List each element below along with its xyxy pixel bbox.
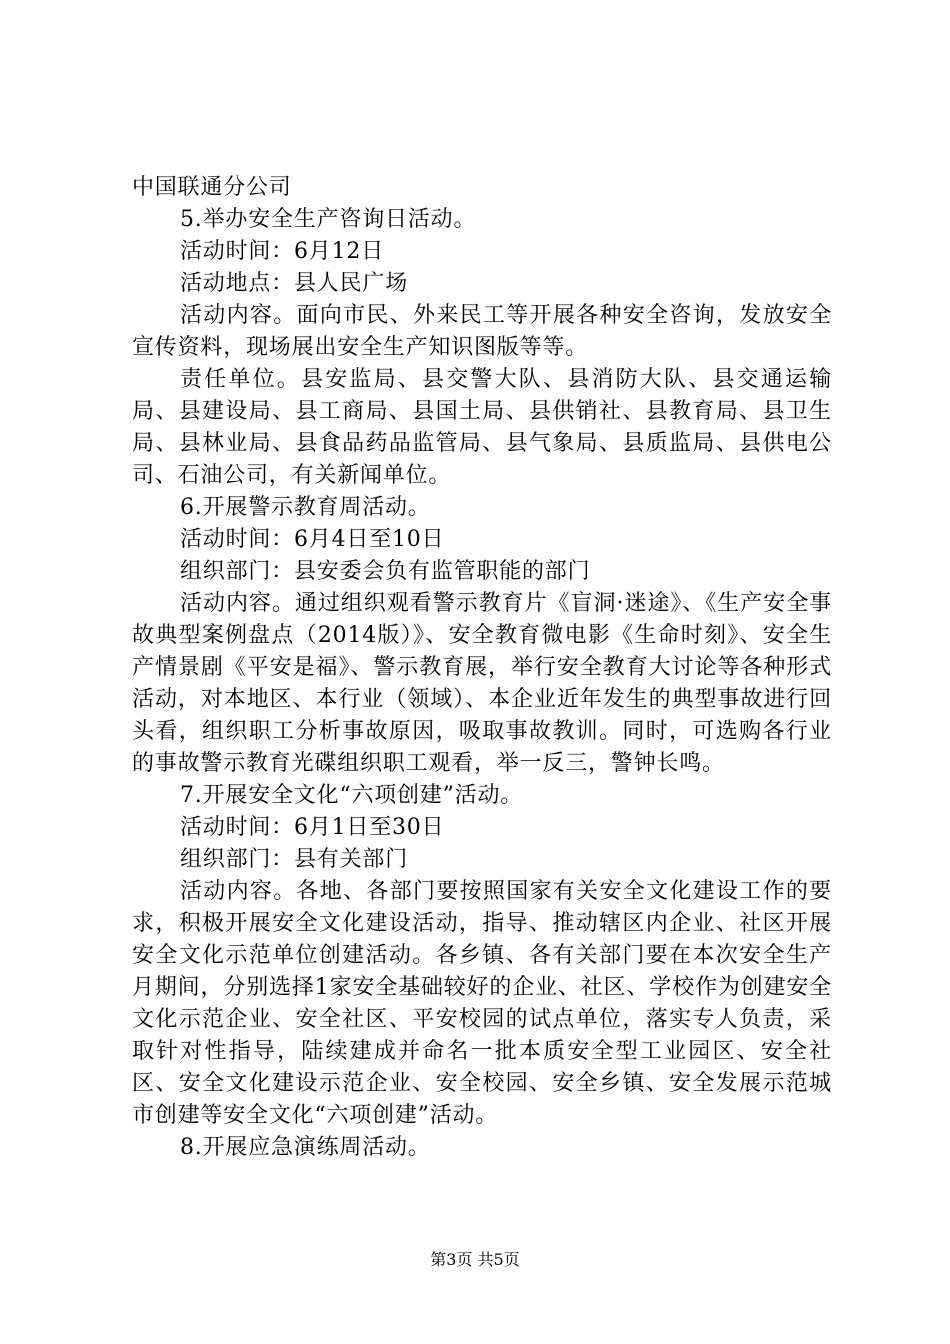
paragraph-item-6-content: 活动内容。通过组织观看警示教育片《盲洞·迷途》、《生产安全事故典型案例盘点（2014版）》、安全教育微电影《生命时刻》、安全生产情景剧《平安是福》、警示教育展，举行安全教育大讨论等各种形式活动，对本地区、本行业（领域）、本企业近年发生的典型事故进行回头看，组织职工分析事故原因，吸取事故教训。同时，可选购各行业的事故警示教育光碟组织职工观看，举一反三，警钟长鸣。 — [132, 591, 832, 776]
paragraph-item-6-time: 活动时间：6月4日至10日 — [180, 527, 445, 552]
paragraph-item-5-content: 活动内容。面向市民、外来民工等开展各种安全咨询，发放安全宣传资料，现场展出安全生产知识图版等等。 — [132, 303, 832, 360]
paragraph-item-7-time: 活动时间：6月1日至30日 — [180, 815, 445, 840]
paragraph-item-5-heading: 5.举办安全生产咨询日活动。 — [180, 207, 477, 232]
paragraph-item-6-organizer: 组织部门：县安委会负有监管职能的部门 — [180, 559, 591, 584]
paragraph-item-7-heading: 7.开展安全文化“六项创建”活动。 — [180, 783, 524, 808]
paragraph-item-5-units: 责任单位。县安监局、县交警大队、县消防大队、县交通运输局、县建设局、县工商局、县国土局、县供销社、县教育局、县卫生局、县林业局、县食品药品监管局、县气象局、县质监局、县供电公司、石油公司，有关新闻单位。 — [132, 367, 832, 488]
paragraph-item-7-content: 活动内容。各地、各部门要按照国家有关安全文化建设工作的要求，积极开展安全文化建设活动，指导、推动辖区内企业、社区开展安全文化示范单位创建活动。各乡镇、各有关部门要在本次安全生产月期间，分别选择1家安全基础较好的企业、社区、学校作为创建安全文化示范企业、安全社区、平安校园的试点单位，落实专人负责，采取针对性指导，陆续建成并命名一批本质安全型工业园区、安全社区、安全文化建设示范企业、安全校园、安全乡镇、安全发展示范城市创建等安全文化“六项创建”活动。 — [132, 879, 832, 1128]
paragraph-item-8-heading: 8.开展应急演练周活动。 — [180, 1135, 431, 1160]
paragraph-company: 中国联通分公司 — [132, 175, 292, 200]
paragraph-item-5-location: 活动地点：县人民广场 — [180, 271, 409, 296]
paragraph-item-5-time: 活动时间：6月12日 — [180, 239, 384, 264]
paragraph-item-6-heading: 6.开展警示教育周活动。 — [180, 495, 431, 520]
paragraph-item-7-organizer: 组织部门：县有关部门 — [180, 847, 409, 872]
page-footer: 第3页 共5页 — [430, 1250, 520, 1269]
document-body — [132, 172, 832, 1164]
